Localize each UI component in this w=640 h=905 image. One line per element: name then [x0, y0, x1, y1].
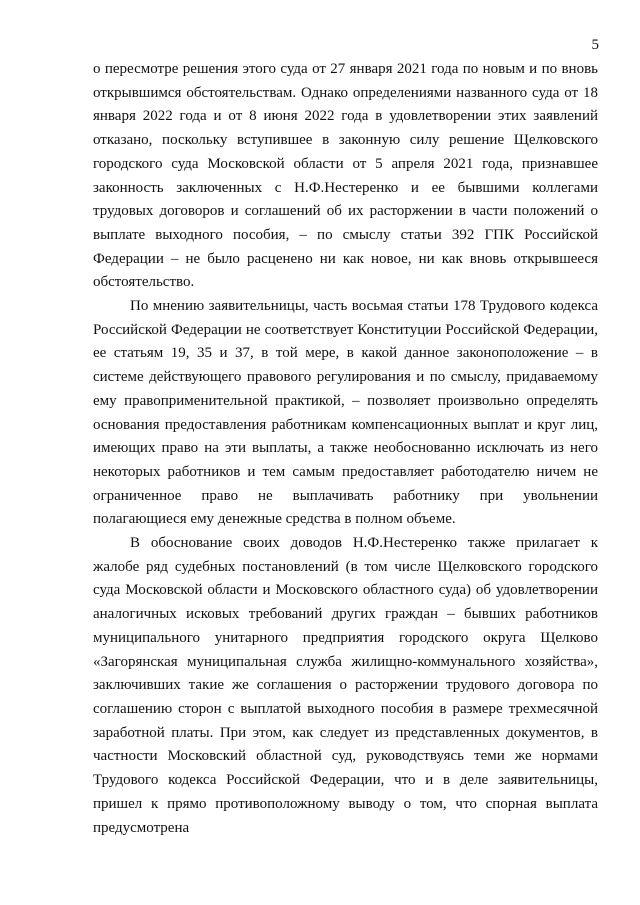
page-number: 5 [591, 37, 599, 53]
document-body [93, 58, 598, 840]
paragraph-supporting-arguments: В обоснование своих доводов Н.Ф.Нестеренко также прилагает к жалобе ряд судебных постановлений (в том числе Щелковского городского суда Московской области и Московского областного суда) об удовлетворении аналогичных исковых требований других граждан – бывших работников муниципального унитарного предприятия городского округа Щелково «Загорянская муниципальная служба жилищно-коммунального хозяйства», заключивших такие же соглашения о расторжении трудового договора по соглашению сторон с выплатой выходного пособия в размере трехмесячной заработной платы. При этом, как следует из представленных документов, в частности Московский областной суд, руководствуясь теми же нормами Трудового кодекса Российской Федерации, что и в деле заявительницы, пришел к прямо противоположному выводу о том, что спорная выплата предусмотрена [93, 535, 598, 836]
paragraph-continuation: о пересмотре решения этого суда от 27 января 2021 года по новым и по вновь открывшимся обстоятельствам. Однако определениями названного суда от 18 января 2022 года и от 8 июня 2022 года в удовлетворении этих заявлений отказано, поскольку вступившее в законную силу решение Щелковского городского суда Московской области от 5 апреля 2021 года, признавшее законность заключенных с Н.Ф.Нестеренко и ее бывшими коллегами трудовых договоров и соглашений об их расторжении в части положений о выплате выходного пособия, – по смыслу статьи 392 ГПК Российской Федерации – не было расценено ни как новое, ни как вновь открывшееся обстоятельство. [93, 61, 598, 291]
paragraph-applicant-opinion: По мнению заявительницы, часть восьмая статьи 178 Трудового кодекса Российской Федерации не соответствует Конституции Российской Федерации, ее статьям 19, 35 и 37, в той мере, в какой данное законоположение – в системе действующего правового регулирования и по смыслу, придаваемому ему правоприменительной практикой, – позволяет произвольно определять основания предоставления работникам компенсационных выплат и круг лиц, имеющих право на эти выплаты, а также необоснованно исключать из него некоторых работников и тем самым предоставляет работодателю ничем не ограниченное право не выплачивать работнику при увольнении полагающиеся ему денежные средства в полном объеме. [93, 298, 598, 528]
